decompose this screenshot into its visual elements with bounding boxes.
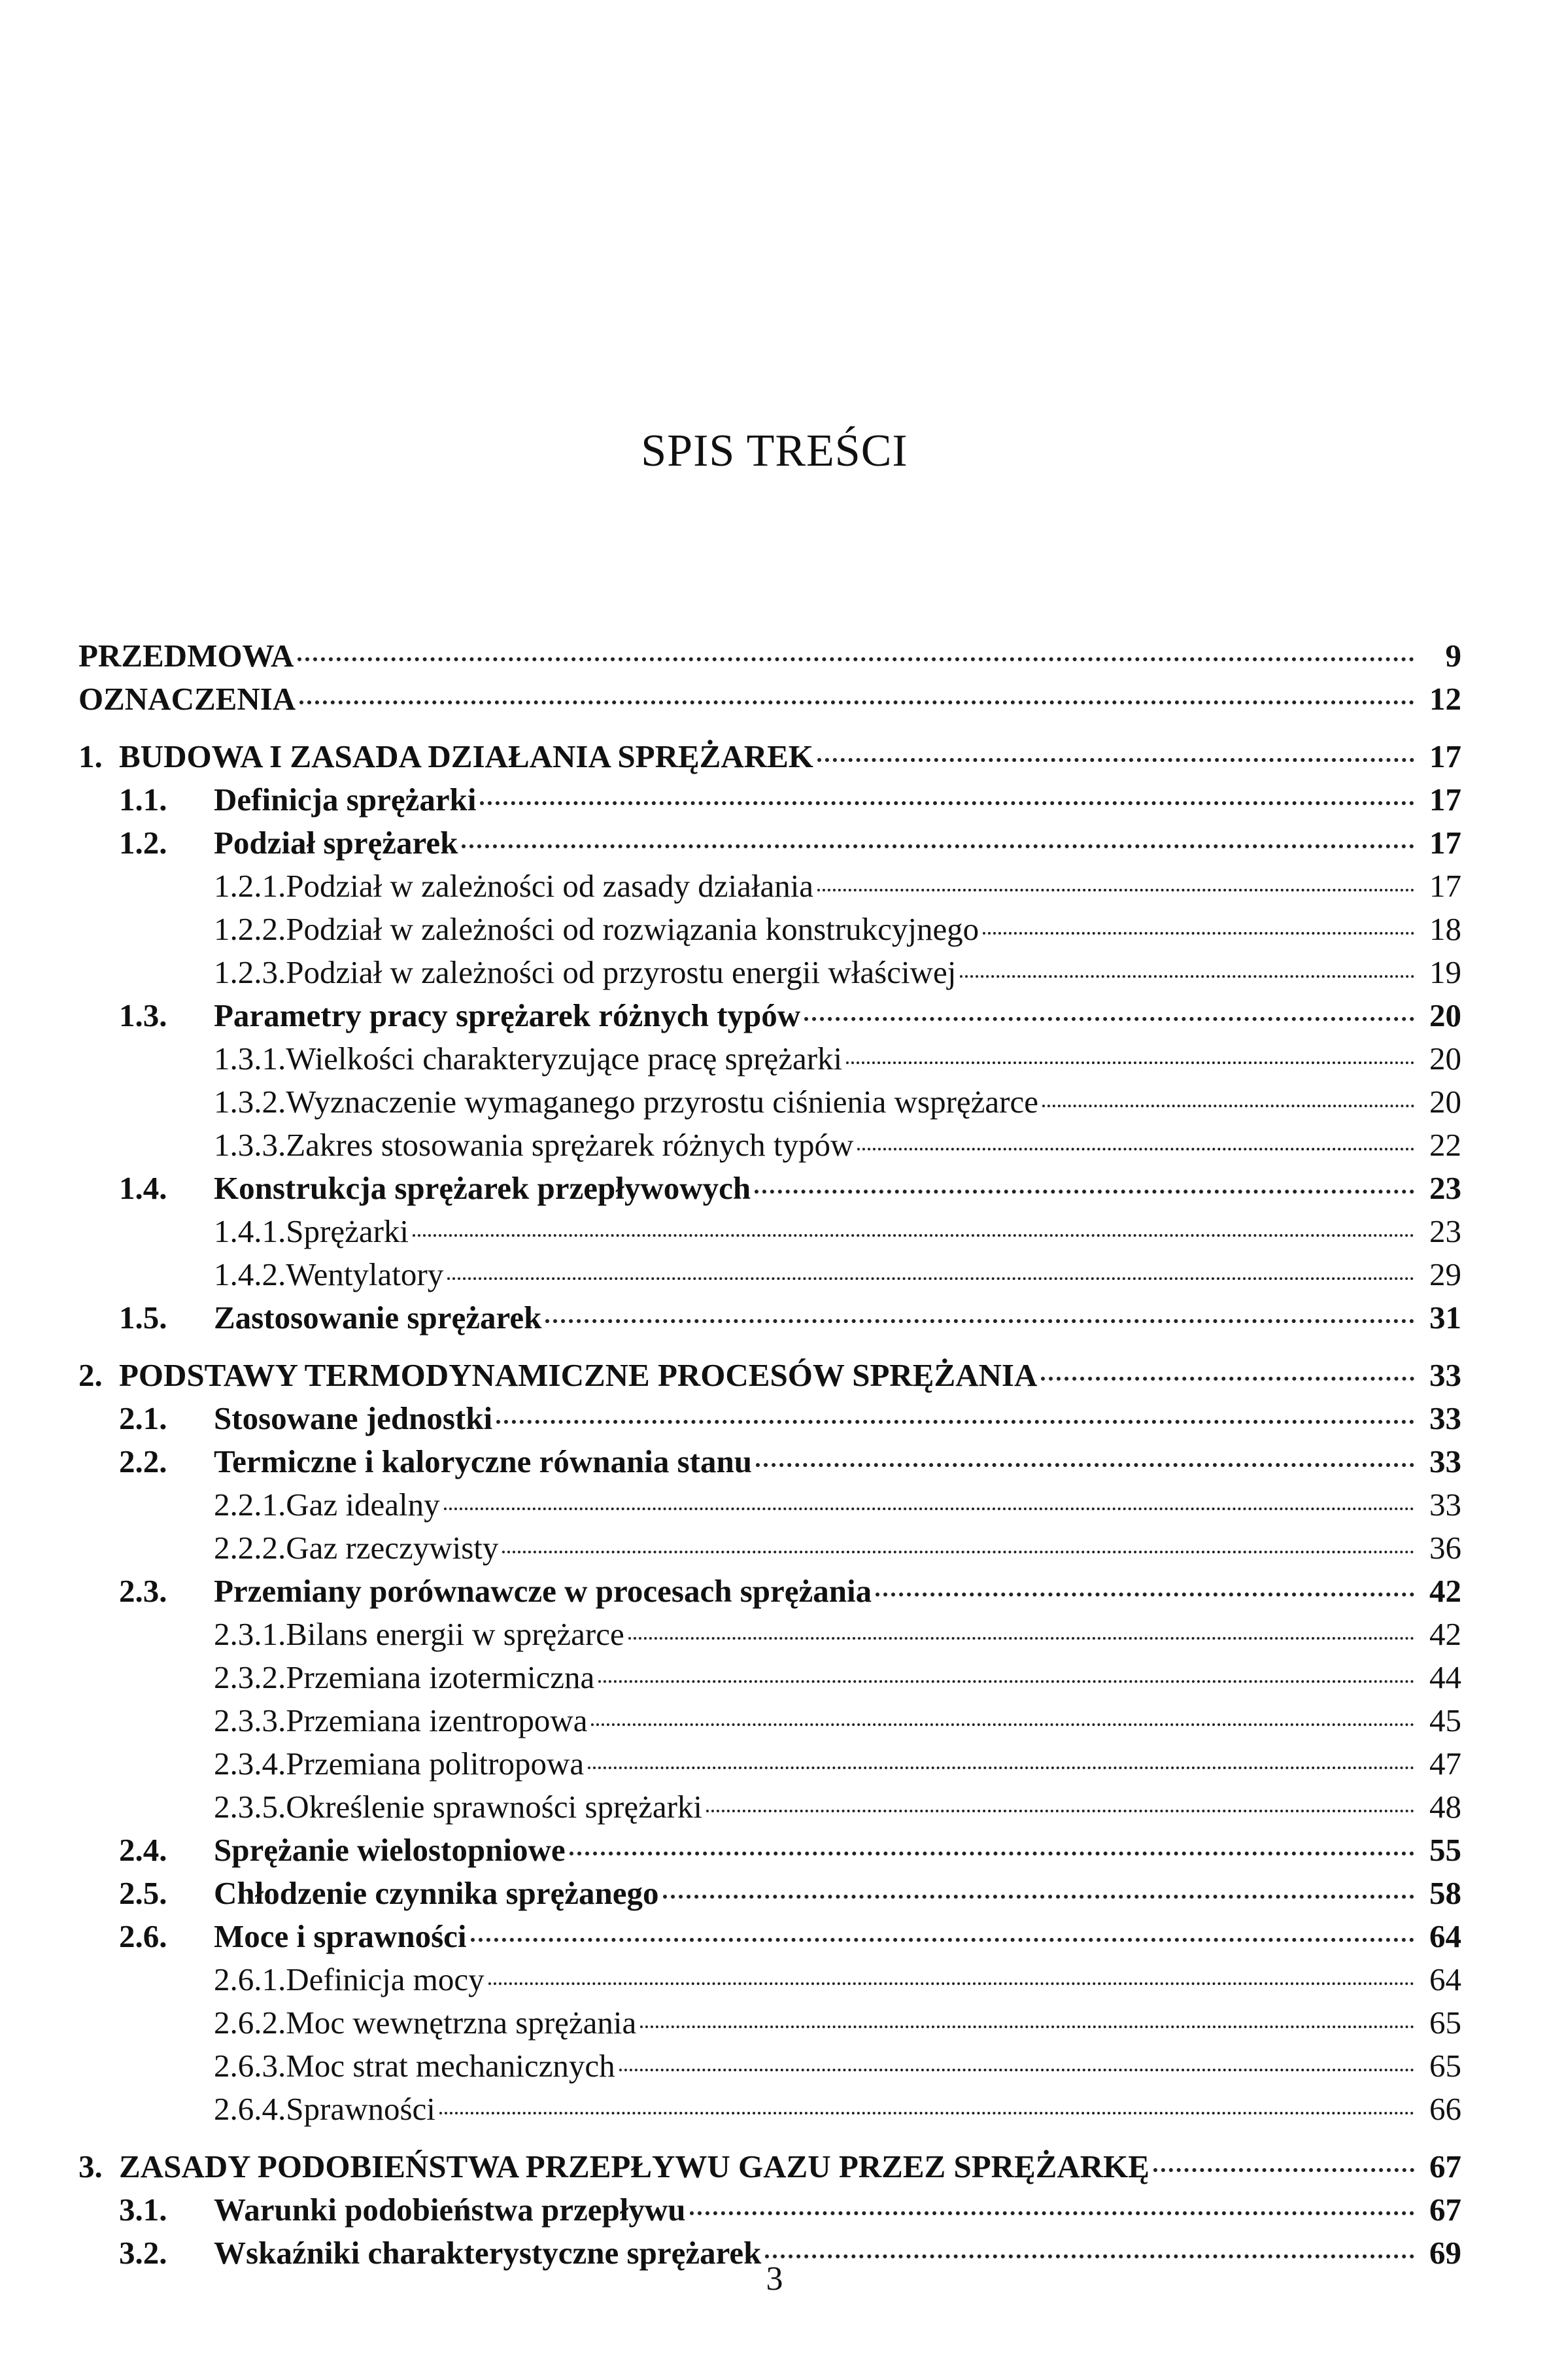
toc-entry-number: 2.3. <box>119 1573 167 1609</box>
toc-entry-number: 2.3.5. <box>214 1789 286 1825</box>
toc-entry-title: Bilans energii w sprężarce <box>286 1616 624 1652</box>
dot-leader <box>1041 1377 1414 1381</box>
toc-entry-title: Wielkości charakteryzujące pracę sprężarki <box>286 1041 843 1077</box>
toc-entry-title: Podział w zależności od zasady działania <box>286 868 814 904</box>
dot-leader <box>439 2112 1414 2114</box>
toc-entry-number: 2. <box>78 1357 103 1393</box>
page-title: SPIS TREŚCI <box>641 426 908 476</box>
toc-entry-title: PODSTAWY TERMODYNAMICZNE PROCESÓW SPRĘŻANIA <box>119 1357 1038 1393</box>
toc-entry-page: 58 <box>1429 1875 1461 1911</box>
toc-entry-page: 17 <box>1429 868 1461 904</box>
toc-entry <box>78 1483 1461 1526</box>
toc-entry-number: 1.5. <box>119 1300 167 1336</box>
toc-entry-number: 2.3.2. <box>214 1659 286 1695</box>
dot-leader <box>591 1723 1414 1726</box>
toc-entry-title: Termiczne i kaloryczne równania stanu <box>214 1443 752 1479</box>
dot-leader <box>298 657 1414 661</box>
toc-entry-number: 1.4.2. <box>214 1256 286 1292</box>
toc-entry-title: Sprężanie wielostopniowe <box>214 1832 566 1868</box>
toc-entry <box>78 865 1461 908</box>
toc-entry-number: 1.3. <box>119 997 167 1033</box>
toc-entry-title: Wyznaczenie wymaganego przyrostu ciśnienia wsprężarce <box>286 1084 1038 1120</box>
toc-entry <box>78 1958 1461 2001</box>
toc-entry-number: 1.2.3. <box>214 954 286 990</box>
toc-entry-number: 3.1. <box>119 2192 167 2228</box>
toc-entry <box>78 1872 1461 1915</box>
toc-entry-title: Chłodzenie czynnika sprężanego <box>214 1875 659 1911</box>
dot-leader <box>471 1938 1415 1942</box>
toc-entry-page: 33 <box>1429 1443 1461 1479</box>
toc-entry-page: 45 <box>1429 1702 1461 1738</box>
page-number: 3 <box>766 2260 783 2298</box>
dot-leader <box>690 2211 1414 2215</box>
toc-entry <box>78 2044 1461 2088</box>
toc-entry-number: 2.1. <box>119 1400 167 1436</box>
dot-leader <box>857 1148 1414 1150</box>
toc-entry-page: 19 <box>1429 954 1461 990</box>
toc-entry-title: Podział w zależności od rozwiązania konstrukcyjnego <box>286 911 979 947</box>
toc-entry-number: 1.4. <box>119 1170 167 1206</box>
toc-entry-number: 2.6.2. <box>214 2005 286 2041</box>
toc-entry <box>78 1354 1461 1397</box>
toc-entry-title: Gaz idealny <box>286 1487 440 1523</box>
dot-leader <box>462 844 1414 848</box>
toc-entry <box>78 735 1461 778</box>
toc-entry-title: Sprawności <box>286 2091 435 2127</box>
dot-leader <box>1153 2168 1414 2172</box>
toc-entry <box>78 634 1461 678</box>
toc-entry-number: 1.2. <box>119 825 167 861</box>
dot-leader <box>706 1810 1414 1812</box>
toc-entry-title: Określenie sprawności sprężarki <box>286 1789 703 1825</box>
toc-entry-title: Wentylatory <box>286 1256 444 1292</box>
toc-entry-number: 3.2. <box>119 2235 167 2271</box>
toc-entry-title: Moce i sprawności <box>214 1918 467 1954</box>
toc-entry-title: Podział sprężarek <box>214 825 458 861</box>
toc-entry-title: Przemiany porównawcze w procesach sprężania <box>214 1573 872 1609</box>
toc-entry-title: Przemiana politropowa <box>286 1746 585 1782</box>
toc-entry-title: Konstrukcja sprężarek przepływowych <box>214 1170 751 1206</box>
toc-entry-title: Warunki podobieństwa przepływu <box>214 2192 686 2228</box>
dot-leader <box>1042 1105 1414 1107</box>
toc-entry-title: Przemiana izotermiczna <box>286 1659 595 1695</box>
toc-entry-page: 33 <box>1429 1400 1461 1436</box>
toc-entry-number: 1.3.3. <box>214 1127 286 1163</box>
toc-entry <box>78 1167 1461 1210</box>
dot-leader <box>640 2026 1414 2028</box>
toc-entry <box>78 1829 1461 1872</box>
toc-entry-number: 2.2.2. <box>214 1530 286 1566</box>
toc-entry <box>78 1785 1461 1829</box>
toc-entry-title: Zakres stosowania sprężarek różnych typów <box>286 1127 854 1163</box>
toc-entry-page: 20 <box>1429 997 1461 1033</box>
table-of-contents <box>78 634 1461 2275</box>
dot-leader <box>545 1319 1414 1323</box>
toc-entry-page: 9 <box>1445 638 1461 674</box>
toc-entry-page: 20 <box>1429 1041 1461 1077</box>
toc-entry-page: 12 <box>1429 681 1461 717</box>
toc-entry-page: 67 <box>1429 2148 1461 2184</box>
dot-leader <box>628 1637 1414 1640</box>
toc-entry-page: 23 <box>1429 1213 1461 1249</box>
toc-entry <box>78 1210 1461 1253</box>
toc-entry-page: 64 <box>1429 1918 1461 1954</box>
toc-entry <box>78 678 1461 721</box>
toc-entry-page: 42 <box>1429 1616 1461 1652</box>
toc-entry-title: Definicja mocy <box>286 1961 485 1997</box>
toc-entry <box>78 1440 1461 1483</box>
toc-entry-number: 2.6.3. <box>214 2048 286 2084</box>
dot-leader <box>765 2254 1414 2258</box>
toc-entry-page: 47 <box>1429 1746 1461 1782</box>
toc-entry <box>78 2145 1461 2188</box>
toc-entry <box>78 821 1461 865</box>
toc-entry-page: 22 <box>1429 1127 1461 1163</box>
dot-leader <box>570 1852 1414 1855</box>
toc-entry-title: BUDOWA I ZASADA DZIAŁANIA SPRĘŻAREK <box>119 738 813 774</box>
toc-entry <box>78 1296 1461 1339</box>
toc-entry-title: Przemiana izentropowa <box>286 1702 588 1738</box>
toc-entry-title: OZNACZENIA <box>78 681 296 717</box>
toc-entry-number: 2.3.1. <box>214 1616 286 1652</box>
toc-entry <box>78 1742 1461 1785</box>
toc-entry <box>78 1080 1461 1124</box>
toc-entry <box>78 994 1461 1037</box>
dot-leader <box>756 1463 1414 1467</box>
toc-entry-page: 31 <box>1429 1300 1461 1336</box>
toc-entry-number: 1.4.1. <box>214 1213 286 1249</box>
toc-entry-page: 48 <box>1429 1789 1461 1825</box>
toc-entry-number: 2.2. <box>119 1443 167 1479</box>
toc-entry-number: 2.3.3. <box>214 1702 286 1738</box>
toc-entry-number: 2.2.1. <box>214 1487 286 1523</box>
toc-entry <box>78 1915 1461 1958</box>
dot-leader <box>960 975 1414 978</box>
toc-entry-number: 2.5. <box>119 1875 167 1911</box>
toc-entry-title: Definicja sprężarki <box>214 782 477 818</box>
dot-leader <box>804 1017 1414 1021</box>
toc-entry-page: 66 <box>1429 2091 1461 2127</box>
toc-entry-page: 67 <box>1429 2192 1461 2228</box>
toc-entry-page: 42 <box>1429 1573 1461 1609</box>
dot-leader <box>598 1680 1414 1683</box>
toc-entry-number: 2.3.4. <box>214 1746 286 1782</box>
toc-entry <box>78 1037 1461 1080</box>
toc-entry-page: 65 <box>1429 2048 1461 2084</box>
dot-leader <box>444 1508 1414 1510</box>
toc-entry-title: Moc strat mechanicznych <box>286 2048 615 2084</box>
toc-entry-title: Gaz rzeczywisty <box>286 1530 499 1566</box>
toc-entry <box>78 908 1461 951</box>
toc-entry-number: 3. <box>78 2148 103 2184</box>
toc-entry-title: ZASADY PODOBIEŃSTWA PRZEPŁYWU GAZU PRZEZ SPRĘŻARKĘ <box>119 2148 1149 2184</box>
toc-entry-number: 1.2.2. <box>214 911 286 947</box>
toc-entry-title: Zastosowanie sprężarek <box>214 1300 542 1336</box>
dot-leader <box>846 1061 1414 1064</box>
toc-entry-page: 69 <box>1429 2235 1461 2271</box>
dot-leader <box>480 801 1414 805</box>
toc-entry <box>78 2001 1461 2044</box>
toc-entry-number: 1.2.1. <box>214 868 286 904</box>
toc-entry <box>78 1699 1461 1742</box>
toc-entry-title: PRZEDMOWA <box>78 638 294 674</box>
toc-entry <box>78 1613 1461 1656</box>
toc-entry-number: 2.6. <box>119 1918 167 1954</box>
dot-leader <box>502 1551 1414 1553</box>
dot-leader <box>588 1767 1414 1769</box>
dot-leader <box>413 1234 1414 1237</box>
toc-entry-page: 64 <box>1429 1961 1461 1997</box>
toc-entry-title: Wskaźniki charakterystyczne sprężarek <box>214 2235 762 2271</box>
toc-entry <box>78 1253 1461 1296</box>
toc-entry <box>78 1124 1461 1167</box>
toc-entry-page: 23 <box>1429 1170 1461 1206</box>
toc-entry-title: Podział w zależności od przyrostu energii właściwej <box>286 954 957 990</box>
toc-entry <box>78 1397 1461 1440</box>
toc-entry-title: Parametry pracy sprężarek różnych typów <box>214 997 801 1033</box>
toc-entry <box>78 951 1461 994</box>
toc-entry-page: 33 <box>1429 1487 1461 1523</box>
toc-entry-number: 2.6.4. <box>214 2091 286 2127</box>
toc-entry-title: Sprężarki <box>286 1213 409 1249</box>
toc-entry <box>78 1526 1461 1570</box>
dot-leader <box>299 700 1414 704</box>
toc-entry-page: 44 <box>1429 1659 1461 1695</box>
dot-leader <box>983 932 1414 935</box>
toc-entry-page: 17 <box>1429 782 1461 818</box>
toc-entry-page: 29 <box>1429 1256 1461 1292</box>
toc-entry-page: 36 <box>1429 1530 1461 1566</box>
toc-entry-number: 2.4. <box>119 1832 167 1868</box>
toc-entry-page: 65 <box>1429 2005 1461 2041</box>
toc-entry-title: Stosowane jednostki <box>214 1400 493 1436</box>
dot-leader <box>817 758 1414 762</box>
dot-leader <box>755 1190 1414 1194</box>
toc-entry-number: 2.6.1. <box>214 1961 286 1997</box>
toc-entry <box>78 1570 1461 1613</box>
toc-entry-title: Moc wewnętrzna sprężania <box>286 2005 637 2041</box>
dot-leader <box>447 1277 1414 1280</box>
dot-leader <box>496 1420 1414 1424</box>
dot-leader <box>619 2069 1414 2071</box>
toc-entry-page: 20 <box>1429 1084 1461 1120</box>
toc-entry-number: 1. <box>78 738 103 774</box>
toc-entry-page: 17 <box>1429 825 1461 861</box>
toc-entry <box>78 778 1461 821</box>
toc-entry-page: 18 <box>1429 911 1461 947</box>
dot-leader <box>876 1593 1414 1596</box>
toc-entry-page: 33 <box>1429 1357 1461 1393</box>
dot-leader <box>817 889 1414 891</box>
toc-entry-number: 1.3.1. <box>214 1041 286 1077</box>
toc-entry-number: 1.1. <box>119 782 167 818</box>
toc-entry <box>78 2088 1461 2131</box>
toc-entry-number: 1.3.2. <box>214 1084 286 1120</box>
toc-entry <box>78 1656 1461 1699</box>
dot-leader <box>488 1982 1414 1985</box>
toc-entry-page: 17 <box>1429 738 1461 774</box>
toc-entry-page: 55 <box>1429 1832 1461 1868</box>
dot-leader <box>663 1895 1414 1899</box>
toc-entry <box>78 2188 1461 2232</box>
